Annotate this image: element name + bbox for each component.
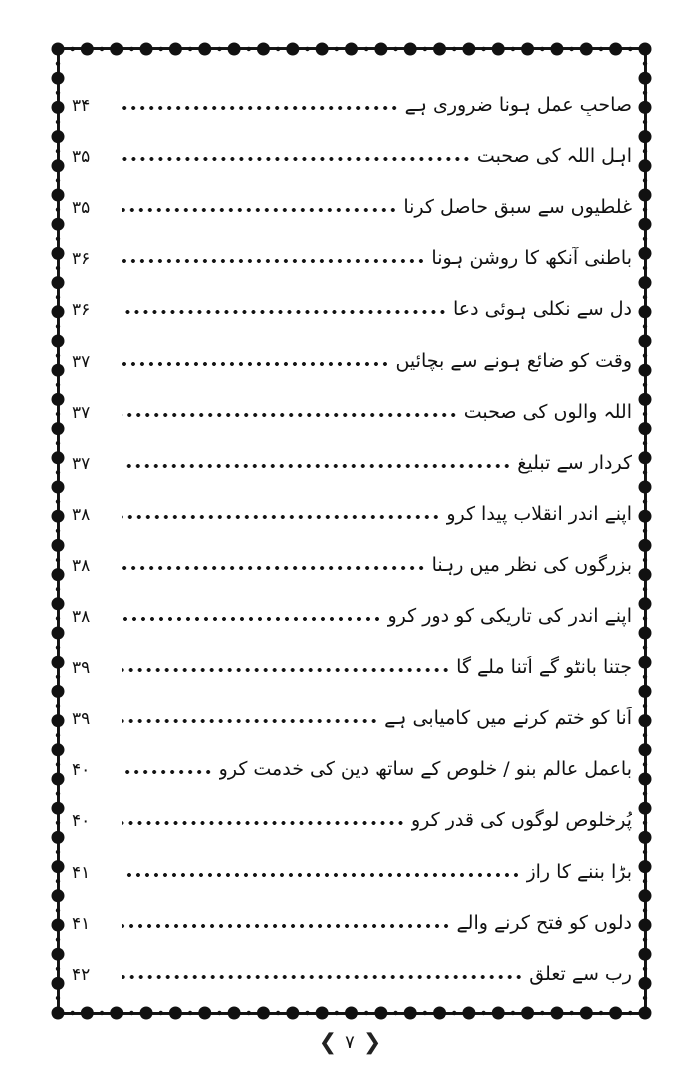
dot-leader	[122, 106, 399, 110]
table-of-contents	[72, 75, 632, 995]
toc-entry[interactable]	[72, 382, 632, 433]
toc-title: باطنی آنکھ کا روشن ہونا	[431, 247, 632, 270]
dot-leader	[122, 208, 397, 212]
toc-entry[interactable]	[72, 279, 632, 330]
toc-entry[interactable]	[72, 535, 632, 586]
toc-page-number: ۳۸	[72, 555, 91, 576]
page-footer	[0, 1022, 700, 1062]
toc-page-number: ۳۶	[72, 249, 91, 270]
toc-page-number: ۴۱	[72, 862, 91, 883]
dot-leader	[122, 975, 523, 979]
toc-entry[interactable]	[72, 177, 632, 228]
toc-entry[interactable]	[72, 893, 632, 944]
right-ornament-icon: ❯	[362, 1029, 382, 1055]
toc-page-number: ۳۶	[72, 300, 91, 321]
toc-title: اپنے اندر انقلاب پیدا کرو	[446, 502, 632, 525]
toc-title: رب سے تعلق	[529, 962, 632, 985]
toc-entry[interactable]	[72, 790, 632, 841]
toc-title: بڑا بننے کا راز	[526, 860, 632, 883]
toc-title: جتنا بانٹو گے اُتنا ملے گا	[456, 656, 632, 679]
toc-title: صاحبِ عمل ہونا ضروری ہے	[404, 94, 632, 117]
dot-leader	[122, 515, 440, 519]
toc-page-number: ۳۹	[72, 658, 91, 679]
dot-leader	[122, 719, 378, 723]
toc-page-number: ۳۷	[72, 351, 91, 372]
toc-entry[interactable]	[72, 126, 632, 177]
toc-title: بزرگوں کی نظر میں رہنا	[431, 553, 632, 576]
dot-leader	[122, 259, 425, 263]
dot-leader	[122, 310, 447, 314]
toc-page-number: ۳۵	[72, 147, 91, 168]
toc-page-number: ۴۰	[72, 811, 91, 832]
toc-title: دلوں کو فتح کرنے والے	[456, 911, 632, 934]
toc-entry[interactable]	[72, 688, 632, 739]
dot-leader	[122, 821, 405, 825]
dot-leader	[122, 362, 389, 366]
toc-page-number: ۳۹	[72, 709, 91, 730]
toc-title: کردار سے تبلیغ	[517, 451, 632, 474]
dot-leader	[122, 668, 450, 672]
toc-page-number: ۳۸	[72, 504, 91, 525]
toc-page-number: ۳۴	[72, 96, 91, 117]
toc-page-number: ۴۱	[72, 913, 91, 934]
toc-page-number: ۳۷	[72, 453, 91, 474]
toc-entry[interactable]	[72, 586, 632, 637]
toc-title: اپنے اندر کی تاریکی کو دور کرو	[387, 605, 632, 628]
toc-title: غلطیوں سے سبق حاصل کرنا	[403, 196, 632, 219]
toc-entry[interactable]	[72, 944, 632, 995]
toc-page-number: ۳۸	[72, 607, 91, 628]
toc-title: باعمل عالم بنو / خلوص کے ساتھ دین کی خدمت کرو	[218, 758, 632, 781]
toc-entry[interactable]	[72, 330, 632, 381]
toc-page-number: ۴۰	[72, 760, 91, 781]
dot-leader	[122, 157, 471, 161]
page-number: ۷	[345, 1031, 355, 1053]
dot-leader	[122, 873, 520, 877]
toc-title: دل سے نکلی ہوئی دعا	[452, 298, 632, 321]
toc-entry[interactable]	[72, 841, 632, 892]
toc-entry[interactable]	[72, 75, 632, 126]
dot-leader	[122, 924, 451, 928]
dot-leader	[122, 617, 381, 621]
toc-page-number: ۳۵	[72, 198, 91, 219]
dot-leader	[122, 413, 458, 417]
dot-leader	[122, 464, 511, 468]
toc-entry[interactable]	[72, 484, 632, 535]
toc-entry[interactable]	[72, 433, 632, 484]
toc-entry[interactable]	[72, 228, 632, 279]
toc-title: وقت کو ضائع ہونے سے بچائیں	[395, 349, 632, 372]
toc-title: اہل اللہ کی صحبت	[476, 145, 632, 168]
toc-title: اللہ والوں کی صحبت	[463, 400, 632, 423]
left-ornament-icon: ❮	[318, 1029, 338, 1055]
toc-entry[interactable]	[72, 739, 632, 790]
dot-leader	[122, 770, 213, 774]
toc-page-number: ۳۷	[72, 402, 91, 423]
toc-page-number: ۴۲	[72, 964, 91, 985]
toc-title: اَنا کو ختم کرنے میں کامیابی ہے	[384, 707, 632, 730]
toc-title: پُرخلوص لوگوں کی قدر کرو	[411, 809, 632, 832]
toc-entry[interactable]	[72, 637, 632, 688]
dot-leader	[122, 566, 426, 570]
